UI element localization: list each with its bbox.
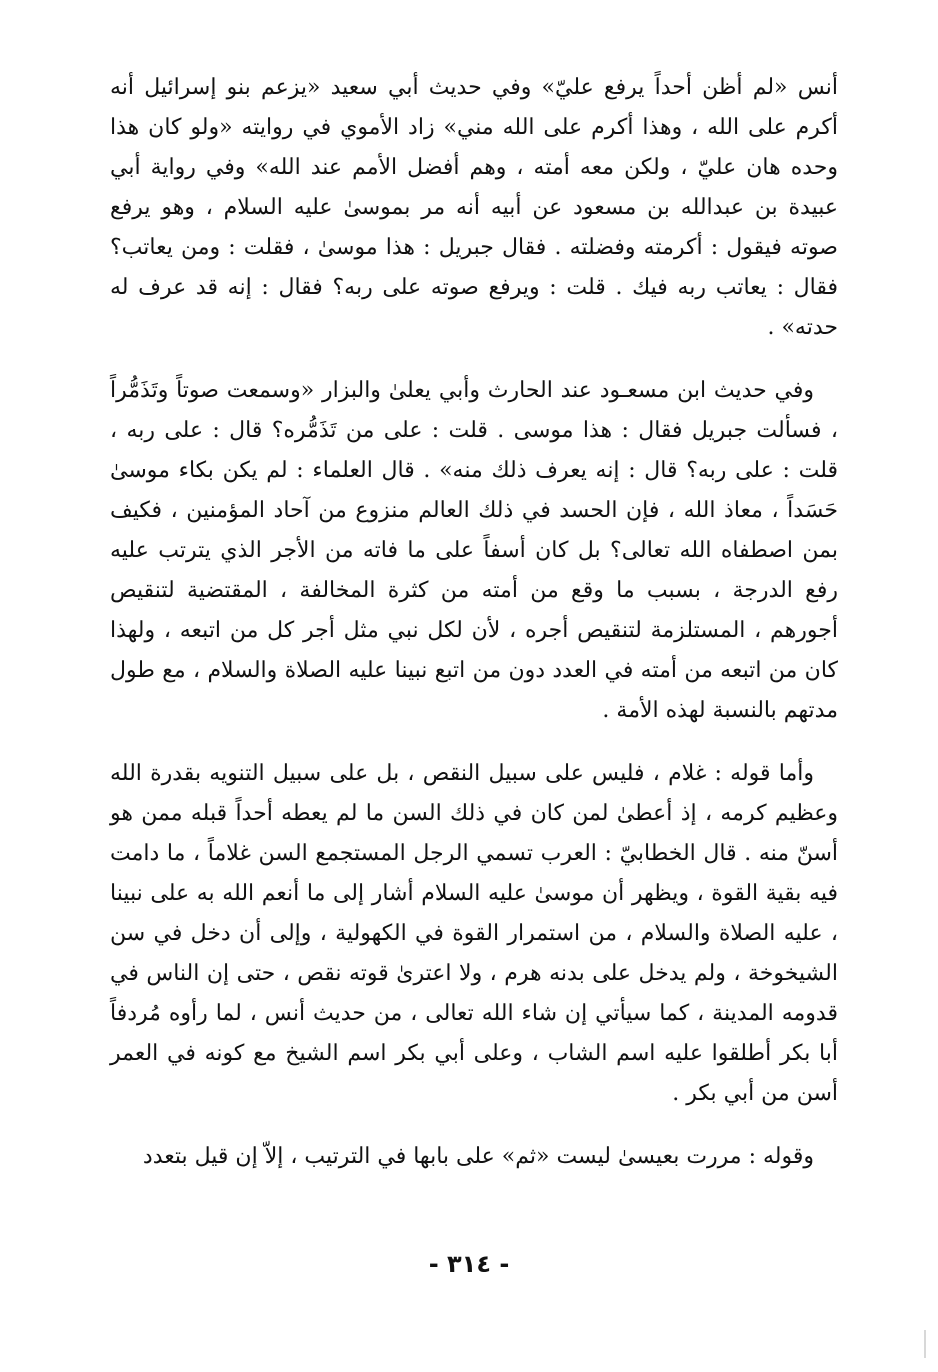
scan-edge-mark <box>924 1330 926 1358</box>
paragraph-2: وفي حديث ابن مسعـود عند الحارث وأبي يعلىٰ والبزار «وسمعت صوتاً وتَذَمُّراً ، فسألت جبريل فقال : هذا موسى . قلت : على من تَذَمُّره؟ قال : على ربه ، قلت : على ربه؟ قال : إنه يعرف ذلك منه» . قال العلماء : لم يكن بكاء موسىٰ حَسَداً ، معاذ الله ، فإن الحسد في ذلك العالم منزوع من آحاد المؤمنين ، فكيف بمن اصطفاه الله تعالى؟ بل كان أسفاً على ما فاته من الأجر الذي يترتب عليه رفع الدرجة ، بسبب ما وقع من أمته من كثرة المخالفة ، المقتضية لتنقيص أجورهم ، المستلزمة لتنقيص أجره ، لأن لكل نبي مثل أجر كل من اتبعه ، ولهذا كان من اتبعه من أمته في العدد دون من اتبع نبينا عليه الصلاة والسلام ، مع طول مدتهم بالنسبة لهذه الأمة . <box>110 378 838 723</box>
main-text <box>110 68 838 1177</box>
page-number: - ٣١٤ - <box>428 1250 510 1278</box>
paragraph-1: أنس «لم أظن أحداً يرفع عليّ» وفي حديث أبي سعيد «يزعم بنو إسرائيل أنه أكرم على الله ، وهذا أكرم على الله مني» زاد الأموي في روايته «ولو كان هذا وحده هان عليّ ، ولكن معه أمته ، وهم أفضل الأمم عند الله» وفي رواية أبي عبيدة بن عبدالله بن مسعود عن أبيه أنه مر بموسىٰ عليه السلام ، وهو يرفع صوته فيقول : أكرمته وفضلته . فقال جبريل : هذا موسىٰ ، فقلت : ومن يعاتب؟ فقال : يعاتب ربه فيك . قلت : ويرفع صوته على ربه؟ فقال : إنه قد عرف له حدته» . <box>110 75 838 340</box>
paragraph-3: وأما قوله : غلام ، فليس على سبيل النقص ، بل على سبيل التنويه بقدرة الله وعظيم كرمه ، إذ أعطىٰ لمن كان في ذلك السن ما لم يعطه أحداً قبله ممن هو أسنّ منه . قال الخطابيّ : العرب تسمي الرجل المستجمع السن غلاماً ، ما دامت فيه بقية القوة ، ويظهر أن موسىٰ عليه السلام أشار إلى ما أنعم الله به على نبينا ، عليه الصلاة والسلام ، من استمرار القوة في الكهولية ، وإلى أن دخل في سن الشيخوخة ، ولم يدخل على بدنه هرم ، ولا اعترىٰ قوته نقص ، حتى إن الناس في قدومه المدينة ، كما سيأتي إن شاء الله تعالى ، من حديث أنس ، لما رأوه مُردفاً أبا بكر أطلقوا عليه اسم الشاب ، وعلى أبي بكر اسم الشيخ مع كونه في العمر أسن من أبي بكر . <box>110 761 838 1106</box>
paragraph-4: وقوله : مررت بعيسىٰ ليست «ثم» على بابها في الترتيب ، إلاّ إن قيل بتعدد <box>142 1144 814 1169</box>
